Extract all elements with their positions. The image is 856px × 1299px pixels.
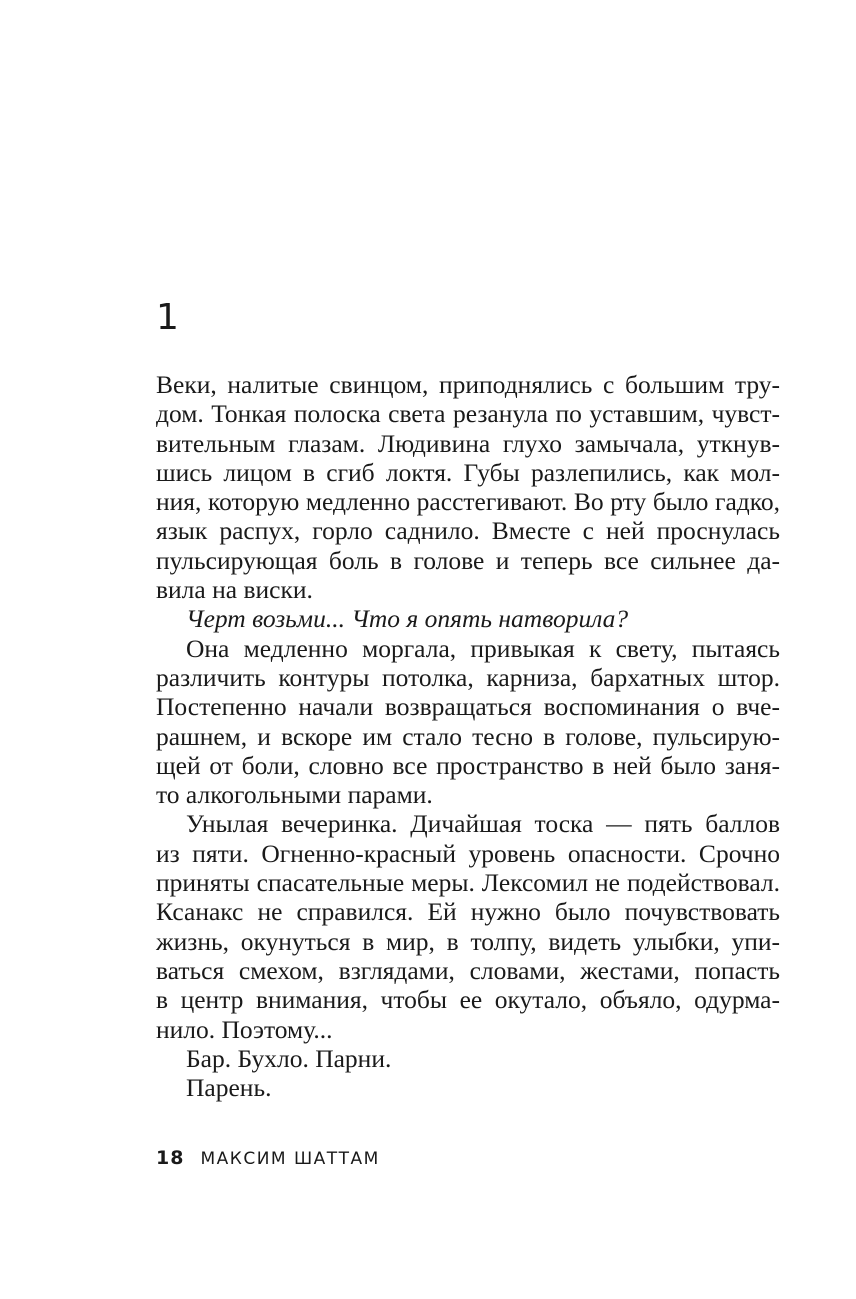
- text-line: жизнь, окунуться в мир, в толпу, видеть улыбки, упи-: [156, 926, 780, 956]
- text-line: приняты спасательные меры. Лексомил не подействовал.: [156, 868, 780, 898]
- text-line: рашнем, и вскоре им стало тесно в голове, пульсирую-: [156, 721, 780, 751]
- text-line: Унылая вечеринка. Дичайшая тоска — пять баллов: [186, 809, 780, 839]
- body-text: [156, 370, 780, 1102]
- text-line: в центр внимания, чтобы ее окутало, объяло, одурма-: [156, 985, 780, 1015]
- italic-thought: Черт возьми... Что я опять натворила?: [186, 604, 629, 634]
- text-line: различить контуры потолка, карниза, бархатных штор.: [156, 662, 780, 692]
- text-line: ния, которую медленно расстегивают. Во рту было гадко,: [156, 487, 780, 517]
- text-line: нило. Поэтому...: [156, 1014, 333, 1044]
- page-number: 18: [156, 1147, 185, 1169]
- page-footer: [156, 1146, 380, 1171]
- text-line: пульсирующая боль в голове и теперь все сильнее да-: [156, 545, 780, 575]
- text-line: Она медленно моргала, привыкая к свету, пытаясь: [186, 633, 780, 663]
- text-line: из пяти. Огненно-красный уровень опасности. Срочно: [156, 838, 780, 868]
- text-line: Парень.: [186, 1073, 272, 1103]
- text-line: то алкогольными парами.: [156, 780, 433, 810]
- running-author: МАКСИМ ШАТТАМ: [200, 1149, 380, 1169]
- text-line: вительным глазам. Людивина глухо замычала, уткнув-: [156, 428, 780, 458]
- text-line: Бар. Бухло. Парни.: [186, 1043, 392, 1073]
- text-line: Постепенно начали возвращаться воспоминания о вче-: [156, 692, 780, 722]
- text-line: Ксанакс не справился. Ей нужно было почувствовать: [156, 897, 780, 927]
- text-line: вила на виски.: [156, 575, 313, 605]
- text-line: шись лицом в сгиб локтя. Губы разлепились, как мол-: [156, 457, 780, 487]
- text-line: язык распух, горло саднило. Вместе с ней проснулась: [156, 516, 780, 546]
- text-line: Веки, налитые свинцом, приподнялись с большим тру-: [156, 370, 780, 399]
- chapter-number: 1: [156, 297, 179, 338]
- text-line: ваться смехом, взглядами, словами, жестами, попасть: [156, 955, 780, 985]
- text-line: щей от боли, словно все пространство в ней было заня-: [156, 750, 780, 780]
- text-line: дом. Тонкая полоска света резанула по уставшим, чувст-: [156, 399, 780, 429]
